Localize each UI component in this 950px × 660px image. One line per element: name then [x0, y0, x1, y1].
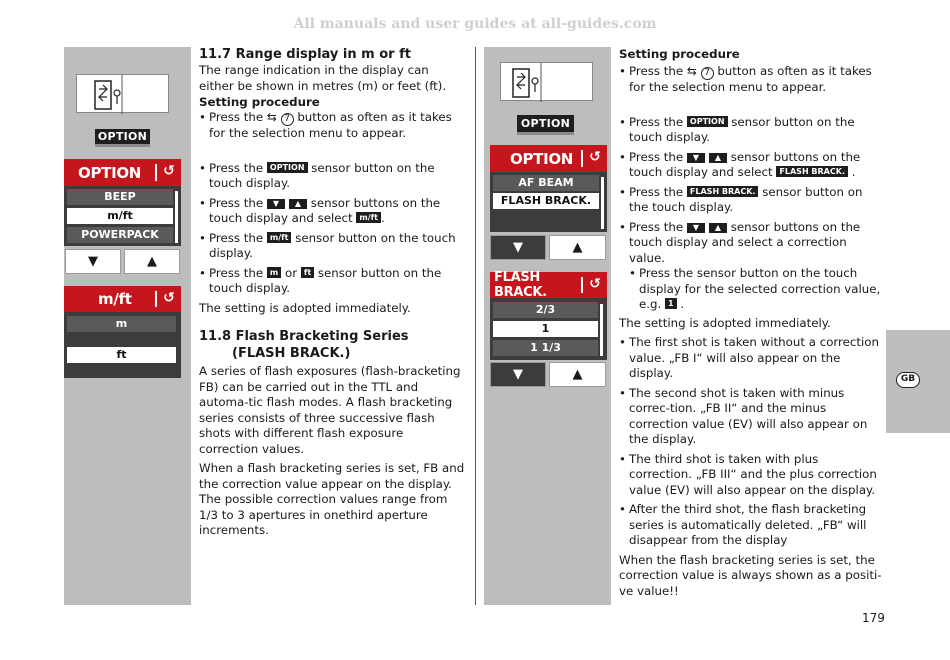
- flash-unit-switch-icon: [501, 63, 594, 102]
- procedure-heading: Setting procedure: [619, 47, 740, 61]
- flash-unit-figure: [500, 62, 593, 101]
- language-badge: GB: [896, 372, 920, 388]
- swap-icon: ⇆: [686, 64, 697, 78]
- paragraph: When the flash bracketing series is set, the correction value is always shown as a positi-ve value!!: [619, 552, 882, 598]
- mft-chip: m/ft: [267, 232, 292, 243]
- option-hardware-button[interactable]: OPTION: [517, 115, 574, 135]
- down-arrow-button[interactable]: ▼: [490, 235, 546, 260]
- down-arrow-icon: ▼: [687, 153, 705, 163]
- list-item: • Press the m or ft sensor button on the touch display.: [199, 266, 465, 297]
- paragraph: The setting is adopted immediately.: [199, 300, 411, 315]
- list-item: • Press the ▼ ▲ sensor buttons on the touch display and select a correction value.: [619, 220, 884, 267]
- back-icon[interactable]: ↺: [155, 291, 181, 307]
- down-arrow-icon: ▼: [687, 223, 705, 233]
- section-subheading: (FLASH BRACK.): [232, 346, 351, 361]
- up-arrow-icon: ▲: [709, 153, 727, 163]
- menu-item-m[interactable]: m: [67, 316, 176, 332]
- list-item: • Press the ⇆ 7 button as often as it takes for the selection menu to appear.: [619, 64, 884, 96]
- up-arrow-icon: ▲: [709, 223, 727, 233]
- menu-item-flash-brack[interactable]: FLASH BRACK.: [493, 193, 599, 209]
- list-item: • Press the ▼ ▲ sensor buttons on the touch display and select m/ft .: [199, 196, 465, 227]
- section-heading-11-7: 11.7 Range display in m or ft: [199, 47, 411, 62]
- down-arrow-button[interactable]: ▼: [65, 249, 121, 274]
- menu-item-beep[interactable]: BEEP: [67, 189, 173, 205]
- section-heading-11-8: 11.8 Flash Bracketing Series: [199, 329, 409, 344]
- scrollbar[interactable]: [600, 304, 603, 356]
- list-item: • Press the m/ft sensor button on the touch display.: [199, 231, 465, 262]
- up-arrow-button[interactable]: ▲: [549, 362, 606, 387]
- number-7-icon: 7: [281, 113, 294, 126]
- mft-chip: m/ft: [356, 212, 381, 223]
- screen-header: [64, 286, 181, 312]
- swap-icon: ⇆: [266, 110, 277, 124]
- scrollbar[interactable]: [175, 191, 178, 243]
- menu-item-powerpack[interactable]: POWERPACK: [67, 227, 173, 243]
- list-item: • Press the ⇆ 7 button as often as it takes for the selection menu to appear.: [199, 110, 465, 142]
- flash-brack-chip: FLASH BRACK.: [776, 166, 848, 177]
- list-item: • Press the OPTION sensor button on the touch display.: [619, 115, 884, 146]
- up-arrow-icon: ▲: [289, 199, 307, 209]
- menu-item-2-3[interactable]: 2/3: [493, 302, 598, 318]
- watermark: All manuals and user guides at all-guides.com: [293, 16, 657, 32]
- screen-title: OPTION: [510, 149, 574, 168]
- paragraph: A series of flash exposures (flash-bracketing FB) can be carried out in the TTL and automa-tic flash modes. A flash bracketing series consists of three successive flash shots with different flash exposure correction values.: [199, 364, 461, 456]
- list-item: • The third shot is taken with plus correction. „FB III“ and the plus correction value (EV) will also appear on the display.: [619, 452, 884, 499]
- screen-header: [490, 272, 607, 298]
- left-text-column: [199, 46, 465, 539]
- up-arrow-button[interactable]: ▲: [124, 249, 180, 274]
- list-item: • The second shot is taken with minus correc-tion. „FB II“ and the minus correction value (EV) will also appear on the display.: [619, 386, 884, 448]
- menu-item-1-1-3[interactable]: 1 1/3: [493, 340, 598, 356]
- option-menu-screen: [64, 159, 181, 246]
- flash-brack-menu-screen: [490, 272, 607, 360]
- list-item: • Press the FLASH BRACK. sensor button on the touch display.: [619, 185, 884, 216]
- back-icon[interactable]: ↺: [155, 164, 181, 180]
- screen-title: FLASH BRACK.: [494, 270, 547, 300]
- list-item: • After the third shot, the flash bracketing series is automatically deleted. „FB“ will disappear from the display: [619, 502, 884, 549]
- screen-title: OPTION: [78, 163, 142, 182]
- sub-list-item: • Press the sensor button on the touch display for the selected correction value, e.g. 1 .: [619, 266, 884, 313]
- list-item: • The first shot is taken without a correction value. „FB I“ will also appear on the display.: [619, 335, 884, 382]
- menu-item-ft[interactable]: ft: [67, 347, 176, 363]
- menu-item-1[interactable]: 1: [493, 321, 598, 337]
- screen-title: m/ft: [98, 290, 132, 308]
- option-menu-screen: [490, 145, 607, 232]
- down-arrow-icon: ▼: [267, 199, 285, 209]
- scrollbar[interactable]: [601, 177, 604, 229]
- option-hardware-button[interactable]: OPTION: [95, 129, 150, 147]
- paragraph: The range indication in the display can either be shown in metres (m) or feet (ft).: [199, 63, 447, 93]
- flash-unit-figure: [76, 74, 169, 113]
- option-chip: OPTION: [687, 116, 728, 127]
- option-chip: OPTION: [267, 162, 308, 173]
- list-item: • Press the ▼ ▲ sensor buttons on the touch display and select FLASH BRACK. .: [619, 150, 884, 181]
- ft-chip: ft: [301, 267, 314, 278]
- list-item: • Press the OPTION sensor button on the touch display.: [199, 161, 465, 192]
- screen-header: [64, 159, 181, 186]
- m-chip: m: [267, 267, 281, 278]
- value-1-chip: 1: [665, 298, 677, 309]
- number-7-icon: 7: [701, 67, 714, 80]
- column-divider: [475, 47, 476, 605]
- down-arrow-button[interactable]: ▼: [490, 362, 546, 387]
- screen-header: [490, 145, 607, 172]
- right-text-column: [619, 46, 884, 599]
- menu-item-mft[interactable]: m/ft: [67, 208, 173, 224]
- procedure-heading: Setting procedure: [199, 95, 320, 109]
- up-arrow-button[interactable]: ▲: [549, 235, 606, 260]
- flash-brack-chip: FLASH BRACK.: [687, 186, 759, 197]
- paragraph: When a flash bracketing series is set, FB and the correction value appear on the display. The possible correction values range from 1/3 to 3 apertures in onethird aperture increments.: [199, 461, 465, 537]
- flash-unit-switch-icon: [77, 75, 170, 114]
- menu-item-af-beam[interactable]: AF BEAM: [493, 175, 599, 191]
- page-number: 179: [862, 611, 885, 625]
- paragraph: The setting is adopted immediately.: [619, 315, 831, 330]
- back-icon[interactable]: ↺: [581, 150, 607, 166]
- mft-menu-screen: [64, 286, 181, 378]
- back-icon[interactable]: ↺: [581, 277, 607, 293]
